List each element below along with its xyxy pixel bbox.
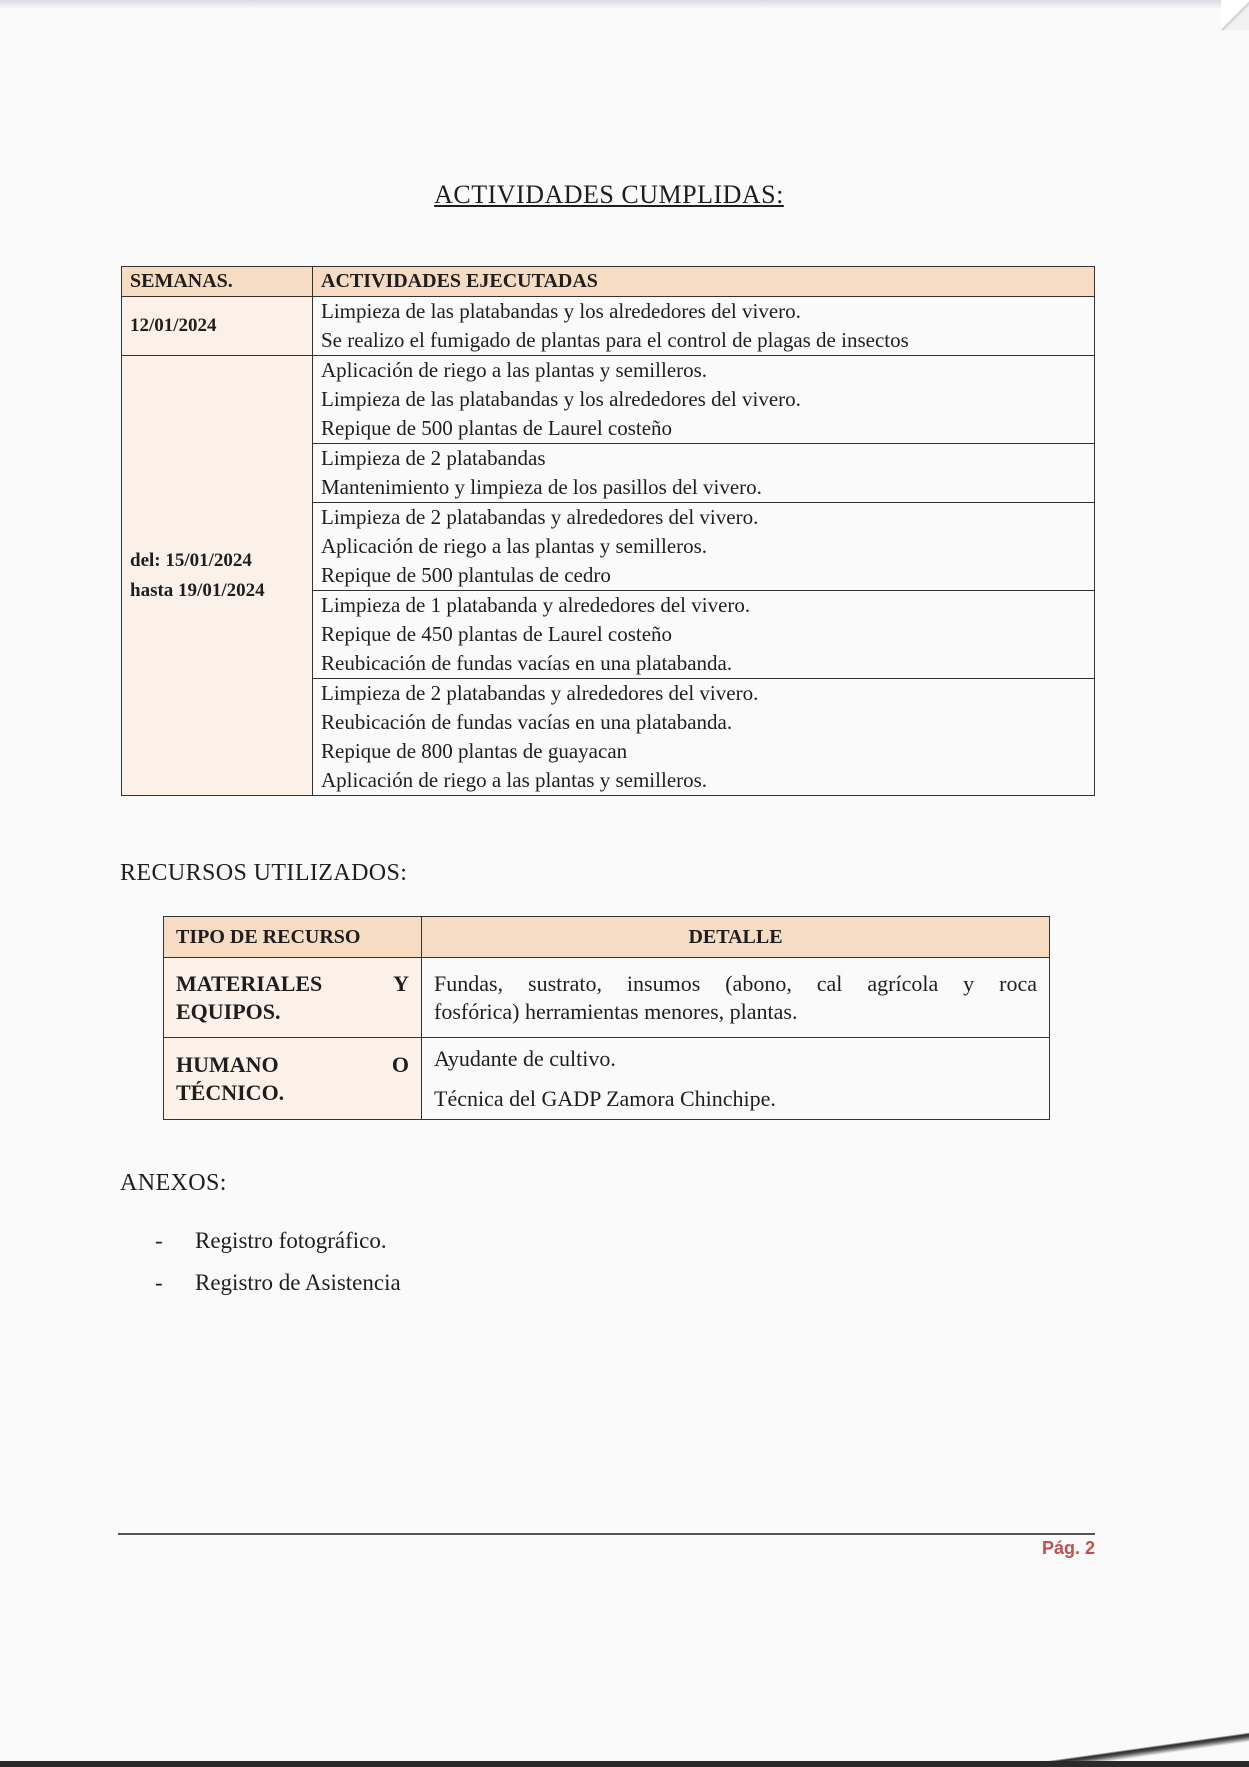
- week-from: del: 15/01/2024: [130, 549, 252, 571]
- activity-line: Mantenimiento y limpieza de los pasillos del vivero.: [321, 475, 762, 499]
- table-row: [164, 958, 1050, 1038]
- annex-list: [155, 1220, 401, 1304]
- list-item: [155, 1262, 401, 1304]
- header-detail: DETALLE: [422, 917, 1050, 958]
- activity-line: Repique de 500 plantas de Laurel costeño: [321, 416, 673, 440]
- activity-line: Limpieza de 2 platabandas: [321, 446, 546, 470]
- activity-line: Se realizo el fumigado de plantas para el control de plagas de insectos: [321, 328, 909, 352]
- activity-line: Repique de 800 plantas de guayacan: [321, 739, 628, 763]
- week-cell: 12/01/2024: [122, 297, 313, 356]
- activity-line: Limpieza de 1 platabanda y alrededores del vivero.: [321, 593, 751, 617]
- resource-type-line: EQUIPOS.: [176, 998, 281, 1024]
- resources-heading: RECURSOS UTILIZADOS:: [120, 860, 408, 886]
- resource-detail-line: Ayudante de cultivo.: [434, 1045, 616, 1071]
- page-number: Pág. 2: [1041, 1538, 1095, 1558]
- resource-type-line: TÉCNICO.: [176, 1079, 285, 1105]
- activity-line: Aplicación de riego a las plantas y semilleros.: [321, 534, 708, 558]
- scan-edge-top: [0, 0, 1249, 8]
- bullet-dash: -: [155, 1270, 163, 1295]
- activity-line: Repique de 450 plantas de Laurel costeño: [321, 622, 673, 646]
- resource-type-line: MATERIALES Y: [176, 970, 409, 996]
- activity-line: Aplicación de riego a las plantas y semilleros.: [321, 358, 708, 382]
- header-resource-type: TIPO DE RECURSO: [164, 917, 422, 958]
- activity-line: Limpieza de 2 platabandas y alrededores del vivero.: [321, 505, 759, 529]
- activities-cell: [313, 444, 1095, 503]
- resource-detail-line: Técnica del GADP Zamora Chinchipe.: [434, 1085, 776, 1111]
- activity-line: Reubicación de fundas vacías en una platabanda.: [321, 651, 733, 675]
- annex-heading: ANEXOS:: [120, 1170, 227, 1196]
- activities-cell: [313, 591, 1095, 679]
- resource-detail-line: fosfórica) herramientas menores, plantas.: [434, 998, 798, 1024]
- resources-table-header: [164, 917, 1050, 958]
- resource-detail-line: Fundas, sustrato, insumos (abono, cal agrícola y roca: [434, 970, 1037, 996]
- resource-type-line: HUMANO O: [176, 1051, 409, 1077]
- bullet-dash: -: [155, 1228, 163, 1253]
- footer-divider: [118, 1533, 1095, 1535]
- scan-smudge: [1009, 1731, 1249, 1761]
- resource-type-cell: [164, 958, 422, 1038]
- activities-cell: [313, 356, 1095, 444]
- resource-type-cell: [164, 1038, 422, 1120]
- resource-detail-cell: [422, 958, 1050, 1038]
- activity-line: Limpieza de las platabandas y los alrededores del vivero.: [321, 299, 801, 323]
- page-title: ACTIVIDADES CUMPLIDAS:: [434, 180, 784, 209]
- table-row: [122, 297, 1095, 356]
- annex-item-text: Registro fotográfico.: [195, 1228, 387, 1253]
- header-weeks: SEMANAS.: [122, 267, 313, 297]
- table-row: [122, 356, 1095, 444]
- list-item: [155, 1220, 401, 1262]
- header-activities: ACTIVIDADES EJECUTADAS: [313, 267, 1095, 297]
- activities-cell: [313, 297, 1095, 356]
- activity-line: Reubicación de fundas vacías en una platabanda.: [321, 710, 733, 734]
- activities-table-header: [122, 267, 1095, 297]
- activity-line: Limpieza de las platabandas y los alrededores del vivero.: [321, 387, 801, 411]
- annex-item-text: Registro de Asistencia: [195, 1270, 401, 1295]
- activity-line: Aplicación de riego a las plantas y semilleros.: [321, 768, 708, 792]
- scan-folded-corner: [1221, 0, 1249, 30]
- scan-edge-bottom: [0, 1761, 1249, 1767]
- week-cell: [122, 356, 313, 796]
- week-to: hasta 19/01/2024: [130, 579, 265, 601]
- resource-detail-cell: [422, 1038, 1050, 1120]
- activity-line: Repique de 500 plantulas de cedro: [321, 563, 611, 587]
- activity-line: Limpieza de 2 platabandas y alrededores del vivero.: [321, 681, 759, 705]
- activities-cell: [313, 503, 1095, 591]
- activities-table: [121, 266, 1095, 796]
- table-row: [164, 1038, 1050, 1120]
- activities-cell: [313, 679, 1095, 796]
- resources-table: [163, 916, 1050, 1120]
